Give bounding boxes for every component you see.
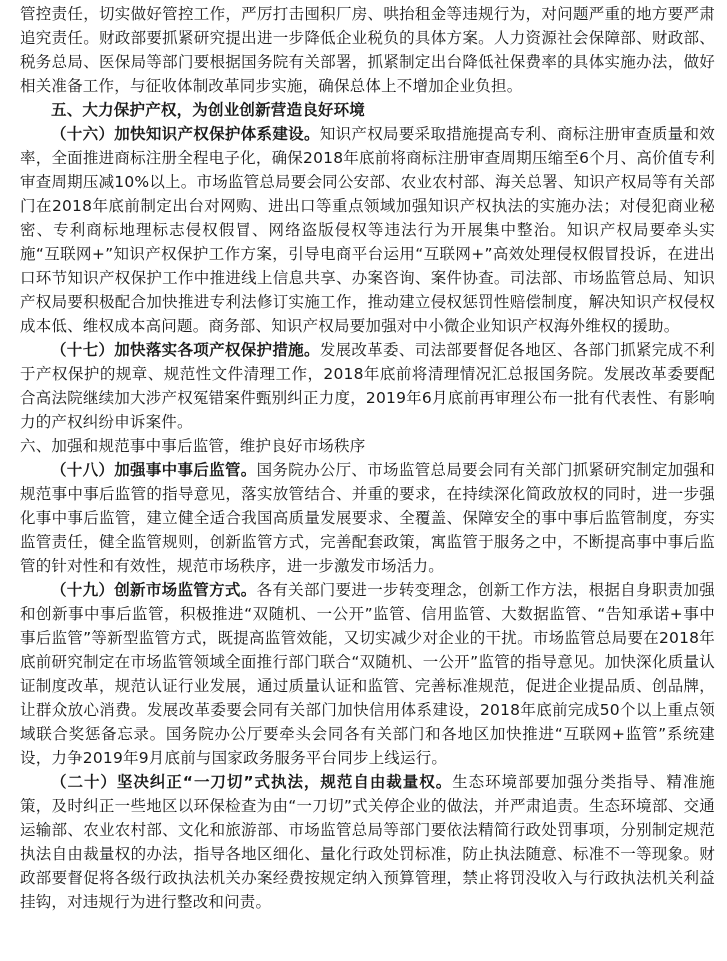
paragraph-16 <box>20 122 715 338</box>
paragraph-17-body: 发展改革委、司法部要督促各地区、各部门抓紧完成不利于产权保护的规章、规范性文件清理工作，2018年底前将清理情况汇总报国务院。发展改革委要配合高法院继续加大涉产权冤错案件甄别纠正力度，2019年6月底前再审理公布一批有代表性、有影响力的产权纠纷申诉案件。 <box>20 341 715 431</box>
paragraph-20-body: 生态环境部要加强分类指导、精准施策，及时纠正一些地区以环保检查为由“一刀切”式关停企业的做法，并严肃追责。生态环境部、交通运输部、农业农村部、文化和旅游部、市场监管总局等部门要依法精简行政处罚事项，分别制定规范执法自由裁量权的办法，指导各地区细化、量化行政处罚标准，防止执法随意、标准不一等现象。财政部要督促将各级行政执法机关办案经费按规定纳入预算管理，禁止将罚没收入与行政执法机关利益挂钩，对违规行为进行整改和问责。 <box>20 773 715 911</box>
section-heading-5: 五、大力保护产权，为创业创新营造良好环境 <box>51 101 366 119</box>
paragraph-17 <box>20 338 715 434</box>
paragraph-16-body: 知识产权局要采取措施提高专利、商标注册审查质量和效率，全面推进商标注册全程电子化，确保2018年底前将商标注册审查周期压缩至6个月、高价值专利审查周期压减10%以上。市场监管总局要会同公安部、农业农村部、海关总署、知识产权局等有关部门在2018年底前制定出台对网购、进出口等重点领域加强知识产权执法的实施办法；对侵犯商业秘密、专利商标地理标志侵权假冒、网络盗版侵权等违法行为开展集中整治。知识产权局要牵头实施“互联网+”知识产权保护工作方案，引导电商平台运用“互联网+”高效处理侵权假冒投诉，在进出口环节知识产权保护工作中推进线上信息共享、办案咨询、案件协查。司法部、市场监管总局、知识产权局要积极配合加快推进专利法修订实施工作，推动建立侵权惩罚性赔偿制度，解决知识产权侵权成本低、维权成本高问题。商务部、知识产权局要加强对中小微企业知识产权海外维权的援助。 <box>20 125 715 335</box>
paragraph-18 <box>20 458 715 578</box>
paragraph-16-lead: （十六）加快知识产权保护体系建设。 <box>51 125 320 143</box>
paragraph-20 <box>20 770 715 914</box>
section-heading-6: 六、加强和规范事中事后监管，维护良好市场秩序 <box>20 437 366 455</box>
paragraph-continuation: 管控责任，切实做好管控工作，严厉打击囤积厂房、哄抬租金等违规行为，对问题严重的地方要严肃追究责任。财政部要抓紧研究提出进一步降低企业税负的具体方案。人力资源社会保障部、财政部、税务总局、医保局等部门要根据国务院有关部署，抓紧制定出台降低社保费率的具体实施办法，做好相关准备工作，与征收体制改革同步实施，确保总体上不增加企业负担。 <box>20 5 715 95</box>
paragraph-19 <box>20 578 715 770</box>
paragraph-17-lead: （十七）加快落实各项产权保护措施。 <box>51 341 320 359</box>
paragraph-18-lead: （十八）加强事中事后监管。 <box>51 461 257 479</box>
paragraph-19-body: 各有关部门要进一步转变理念，创新工作方法，根据自身职责加强和创新事中事后监管，积极推进“双随机、一公开”监管、信用监管、大数据监管、“告知承诺+事中事后监管”等新型监管方式，既提高监管效能，又切实减少对企业的干扰。市场监管总局要在2018年底前研究制定在市场监管领域全面推行部门联合“双随机、一公开”监管的指导意见。加快深化质量认证制度改革，规范认证行业发展，通过质量认证和监管、完善标准规范，促进企业提品质、创品牌，让群众放心消费。发展改革委要会同有关部门加快信用体系建设，2018年底前完成50个以上重点领域联合奖惩备忘录。国务院办公厅要牵头会同各有关部门和各地区加快推进“互联网+监管”系统建设，力争2019年9月底前与国家政务服务平台同步上线运行。 <box>20 581 715 767</box>
paragraph-20-lead: （二十）坚决纠正“一刀切”式执法，规范自由裁量权。 <box>51 773 453 791</box>
paragraph-19-lead: （十九）创新市场监管方式。 <box>51 581 257 599</box>
paragraph-18-body: 国务院办公厅、市场监管总局要会同有关部门抓紧研究制定加强和规范事中事后监管的指导意见，落实放管结合、并重的要求，在持续深化简政放权的同时，进一步强化事中事后监管，建立健全适合我国高质量发展要求、全覆盖、保障安全的事中事后监管制度，夯实监管责任，健全监管规则，创新监管方式，完善配套政策，寓监管于服务之中，不断提高事中事后监管的针对性和有效性，规范市场秩序，进一步激发市场活力。 <box>20 461 715 575</box>
